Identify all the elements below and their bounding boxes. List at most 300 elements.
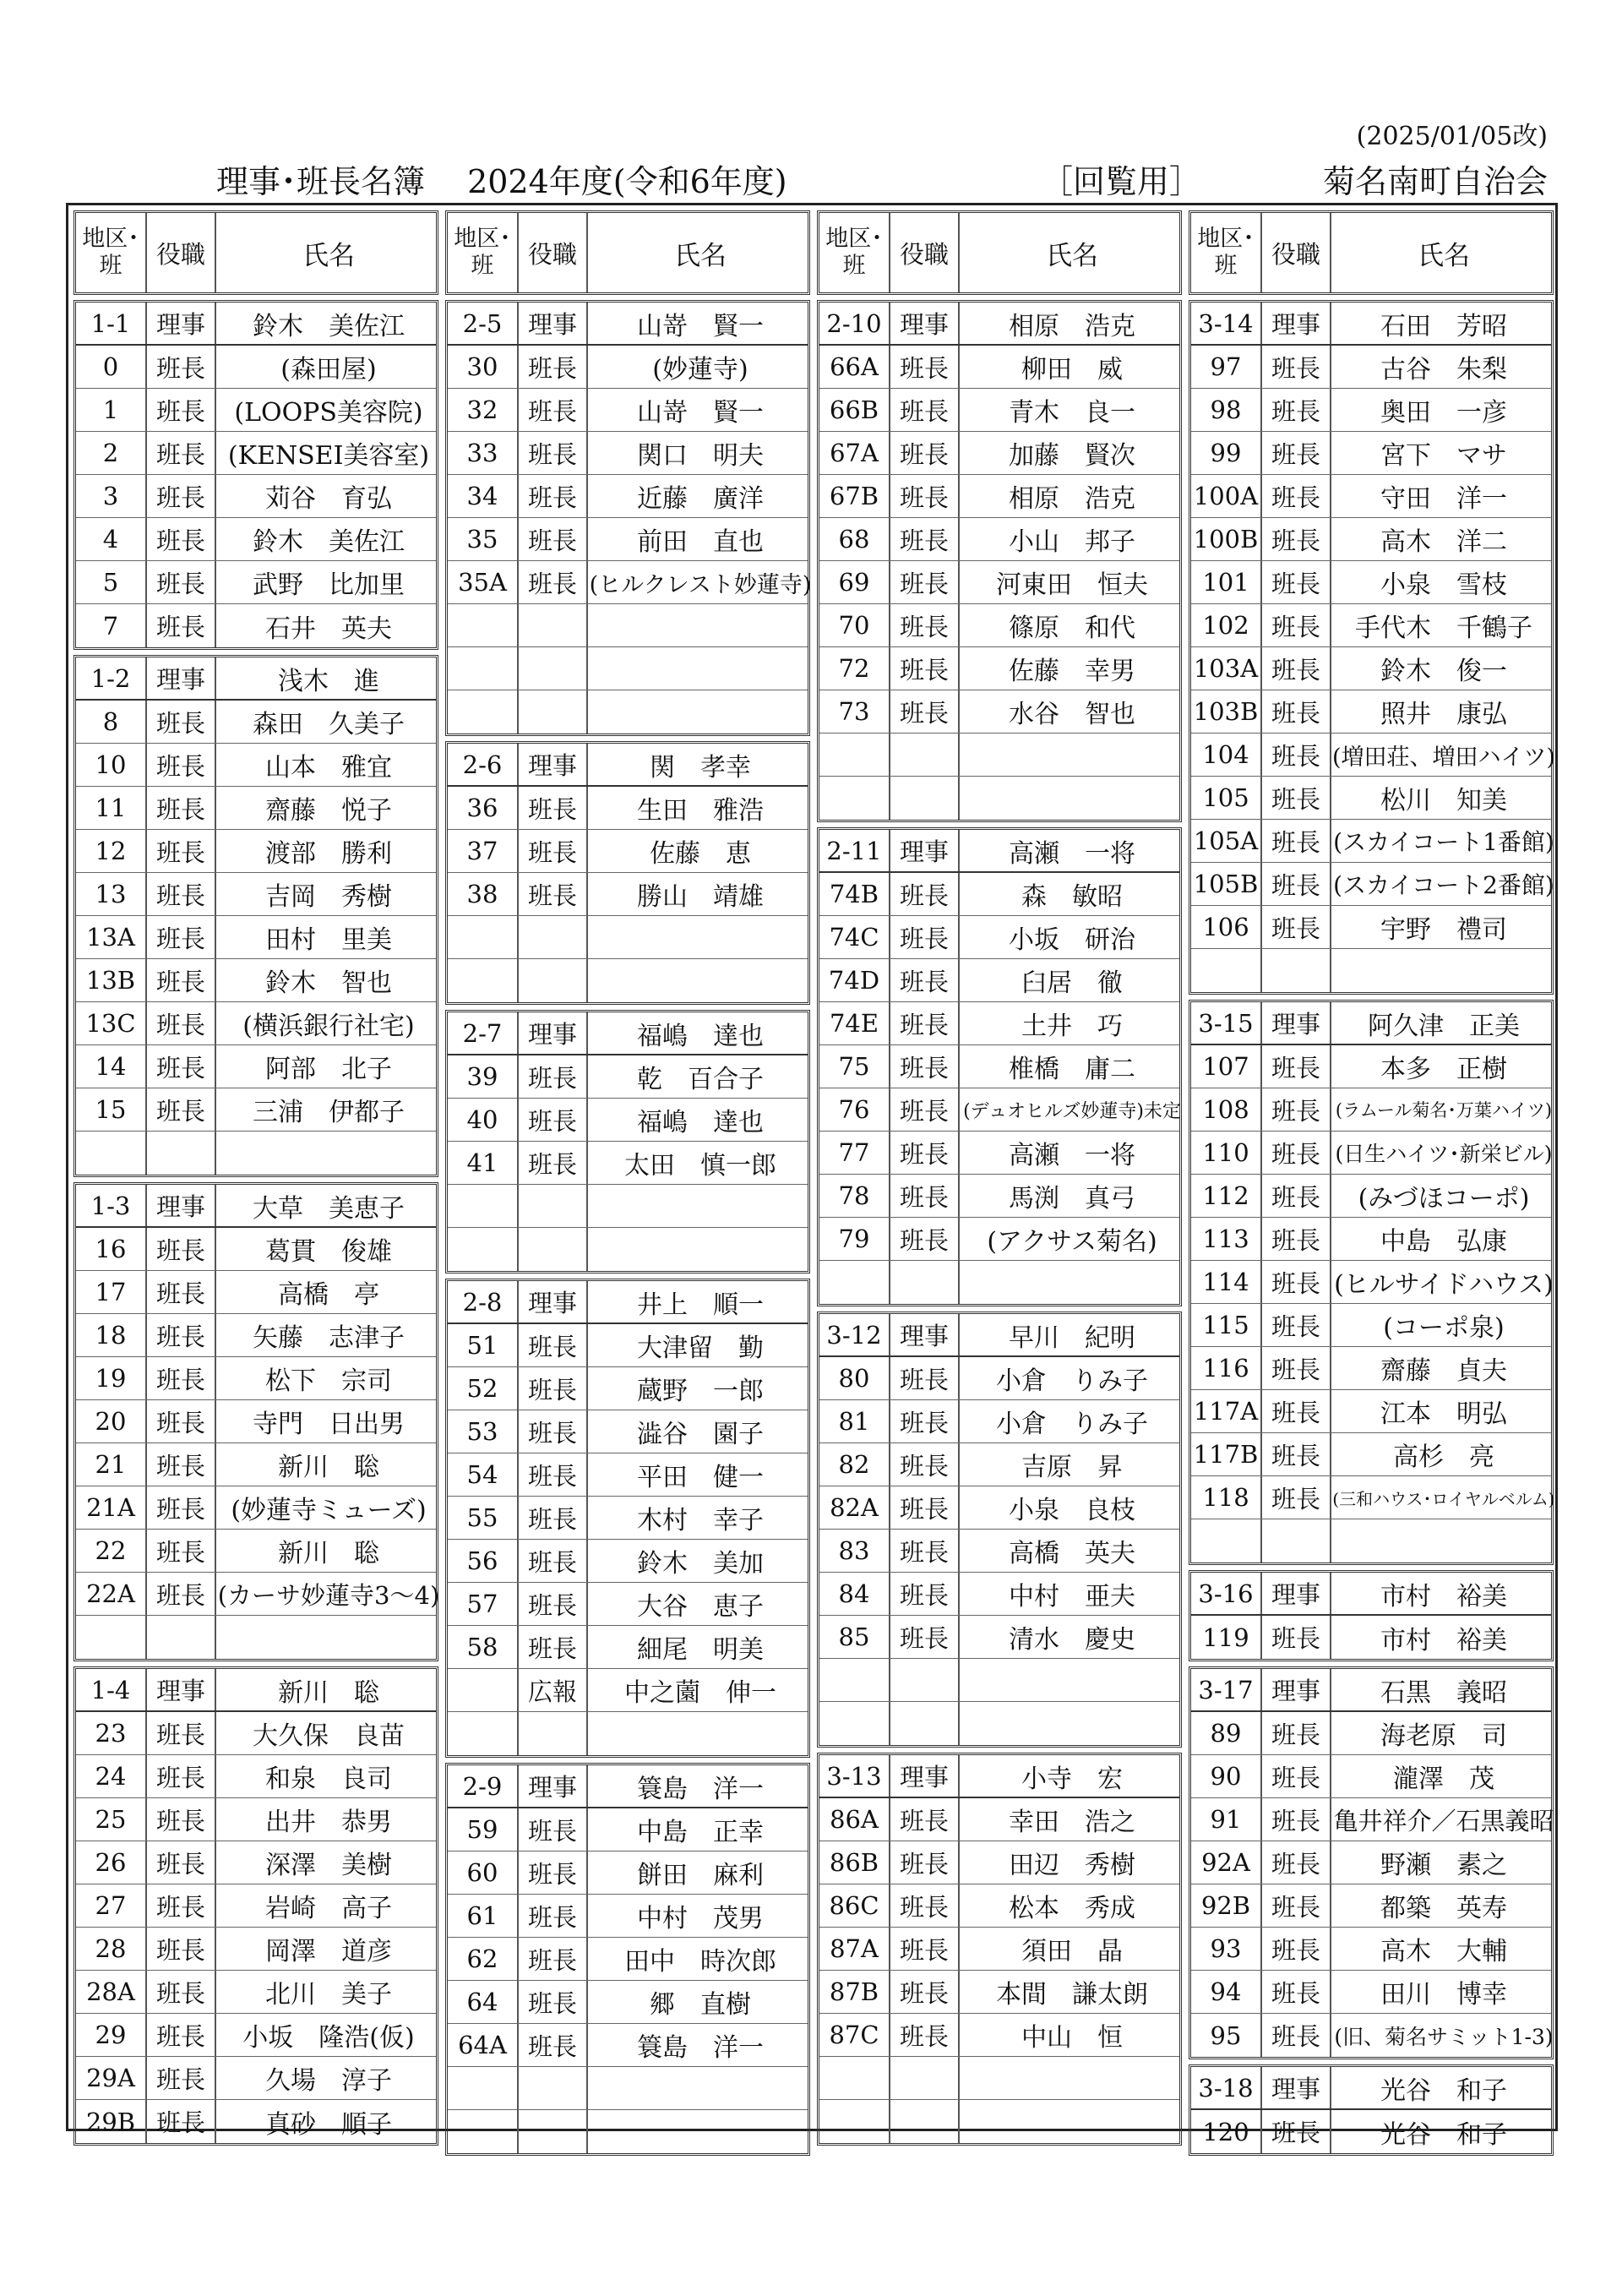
role-cell [517, 1228, 586, 1271]
district-cell: 59 [466, 1815, 498, 1844]
role-cell: 理事 [517, 1765, 586, 1807]
name-cell: 中之薗 伸一 [586, 1669, 813, 1711]
header-name: 氏名 [586, 213, 813, 292]
district-cell: 112 [1202, 1181, 1249, 1210]
district-cell: 4 [102, 525, 119, 554]
district-cell: 64A [458, 2031, 507, 2059]
role-cell: 班長 [889, 518, 958, 560]
table-row [819, 959, 1179, 1002]
circulation-label: ［回覧用］ [1041, 163, 1202, 200]
district-cell: 70 [838, 611, 870, 640]
table-row [1191, 734, 1556, 777]
table-row [448, 1055, 808, 1099]
role-cell: 班長 [889, 916, 958, 958]
name-cell: 阿部 北子 [215, 1045, 441, 1088]
role-cell: 班長 [517, 432, 586, 474]
director-row [1191, 303, 1551, 346]
role-cell [1260, 1519, 1330, 1562]
table-row [1191, 1347, 1551, 1390]
director-row [1191, 1002, 1551, 1045]
district-cell [448, 2110, 517, 2153]
name-cell: 深澤 美樹 [215, 1841, 441, 1884]
district-cell [448, 647, 517, 690]
name-cell: 餅田 麻利 [586, 1852, 813, 1894]
district-cell: 68 [838, 525, 870, 554]
district-cell [448, 959, 517, 1002]
name-cell: (スカイコート2番館) [1330, 863, 1556, 905]
table-row [1191, 1132, 1551, 1175]
name-cell: 馬渕 真弓 [958, 1175, 1184, 1217]
table-row [76, 1088, 436, 1132]
table-row [1191, 1175, 1551, 1218]
table-row [819, 1573, 1179, 1616]
role-cell: 班長 [889, 2014, 958, 2056]
role-cell: 班長 [517, 1099, 586, 1141]
table-row [1191, 518, 1551, 561]
name-cell [958, 734, 1184, 776]
table-row [1191, 1798, 1554, 1841]
name-cell: 野瀬 素之 [1330, 1841, 1556, 1884]
district-cell: 21 [95, 1450, 127, 1479]
table-row [1191, 561, 1551, 604]
role-cell [517, 2110, 586, 2153]
district-cell: 77 [838, 1138, 870, 1167]
name-cell: (デュオヒルズ妙蓮寺)未定 [958, 1088, 1184, 1131]
district-cell: 19 [95, 1364, 127, 1393]
table-row [76, 2057, 436, 2100]
table-row [1191, 906, 1551, 949]
name-cell: 小倉 りみ子 [958, 1357, 1184, 1399]
name-cell: 宇野 禮司 [1330, 906, 1556, 948]
role-cell: 班長 [145, 346, 215, 388]
table-row [819, 734, 1179, 777]
table-row [819, 561, 1179, 604]
table-row [448, 1228, 808, 1271]
role-cell: 班長 [889, 1798, 958, 1841]
name-cell: 鈴木 智也 [215, 959, 441, 1001]
role-cell: 班長 [145, 475, 215, 517]
name-cell: 中島 正幸 [586, 1808, 813, 1851]
district-cell: 80 [838, 1364, 870, 1393]
table-row [819, 1530, 1179, 1573]
role-cell: 班長 [1260, 734, 1330, 776]
role-cell: 理事 [517, 303, 586, 344]
name-cell: 亀井祥介／石黒義昭 [1330, 1798, 1556, 1841]
role-cell: 班長 [889, 1218, 958, 1260]
district-cell: 95 [1210, 2021, 1242, 2050]
role-cell: 班長 [889, 690, 958, 733]
column-header [1189, 210, 1554, 295]
role-cell: 理事 [889, 830, 958, 871]
district-cell: 22 [95, 1536, 127, 1565]
header-district: 地区･班 [454, 226, 511, 279]
table-row [448, 604, 808, 647]
table-row [1191, 346, 1551, 389]
district-group [817, 1312, 1182, 1748]
district-cell: 61 [466, 1901, 498, 1930]
table-row [1191, 1390, 1551, 1433]
table-row [448, 1453, 808, 1497]
name-cell: (ヒルクレスト妙蓮寺) [586, 561, 813, 603]
district-cell: 2-10 [826, 308, 882, 338]
table-row [76, 2100, 436, 2143]
district-cell: 58 [466, 1633, 498, 1661]
role-cell: 班長 [1260, 2110, 1330, 2153]
district-cell: 104 [1202, 740, 1249, 769]
role-cell: 班長 [889, 1400, 958, 1442]
name-cell: 山嵜 賢一 [586, 389, 813, 431]
role-cell: 理事 [145, 1669, 215, 1710]
role-cell [517, 1712, 586, 1755]
table-row [819, 1002, 1179, 1045]
name-cell [586, 604, 813, 646]
role-cell: 班長 [889, 1045, 958, 1088]
name-cell: 小倉 りみ子 [958, 1400, 1184, 1442]
name-cell: 新川 聡 [215, 1530, 441, 1572]
role-cell: 班長 [145, 1928, 215, 1970]
table-row [76, 1616, 436, 1659]
district-group [817, 1753, 1182, 2146]
district-cell: 3-13 [826, 1761, 882, 1791]
role-cell: 班長 [1260, 1347, 1330, 1389]
name-cell: (KENSEI美容室) [215, 432, 441, 474]
district-cell: 100B [1193, 525, 1259, 554]
director-row [76, 303, 436, 346]
district-cell: 33 [466, 439, 498, 467]
table-row [448, 1895, 808, 1938]
name-cell [586, 2067, 813, 2109]
table-row [448, 1981, 808, 2024]
district-cell: 101 [1202, 568, 1249, 597]
name-cell [215, 1616, 441, 1659]
table-row [819, 604, 1179, 647]
district-cell: 60 [466, 1858, 498, 1887]
district-cell: 32 [466, 395, 498, 424]
role-cell: 班長 [889, 389, 958, 431]
district-cell: 83 [838, 1536, 870, 1565]
table-row [76, 1132, 436, 1175]
district-cell: 115 [1202, 1311, 1249, 1339]
district-cell: 15 [95, 1095, 127, 1124]
name-cell: 岩崎 高子 [215, 1884, 441, 1927]
role-cell: 班長 [145, 1712, 215, 1754]
district-cell: 97 [1210, 352, 1242, 381]
district-cell: 3-14 [1198, 308, 1254, 338]
role-cell: 班長 [1260, 647, 1330, 690]
district-cell: 20 [95, 1407, 127, 1436]
header-name: 氏名 [958, 213, 1184, 292]
name-cell: 平田 健一 [586, 1453, 813, 1496]
district-cell: 28A [86, 1977, 135, 2006]
district-cell: 2 [102, 439, 119, 467]
district-cell: 86B [829, 1848, 879, 1877]
name-cell: 古谷 朱梨 [1330, 346, 1556, 388]
name-cell: 本間 謙太朗 [958, 1971, 1184, 2013]
name-cell: 山嵜 賢一 [586, 303, 813, 344]
table-row [76, 604, 436, 647]
table-row [76, 744, 436, 787]
district-cell: 66A [830, 352, 879, 381]
header-role: 役職 [517, 213, 586, 292]
role-cell: 班長 [1260, 1304, 1330, 1346]
role-cell: 班長 [1260, 561, 1330, 603]
name-cell: 森田 久美子 [215, 701, 441, 743]
role-cell: 班長 [1260, 1928, 1330, 1970]
district-cell: 118 [1202, 1483, 1249, 1512]
name-cell: 近藤 廣洋 [586, 475, 813, 517]
name-cell [215, 1132, 441, 1175]
district-cell: 100A [1193, 482, 1259, 510]
header-district: 地区･班 [82, 226, 139, 279]
district-cell: 12 [95, 837, 127, 865]
name-cell: 佐藤 幸男 [958, 647, 1184, 690]
district-cell [448, 690, 517, 734]
table-row [819, 916, 1179, 959]
name-cell: 蔵野 一郎 [586, 1367, 813, 1410]
district-cell: 73 [838, 697, 870, 726]
table-row [76, 475, 436, 518]
table-row [448, 561, 812, 604]
name-cell: 清水 慶史 [958, 1616, 1184, 1658]
district-cell: 89 [1210, 1719, 1242, 1748]
name-cell: (旧、菊名サミット1-3) [1330, 2014, 1556, 2057]
district-group [73, 655, 438, 1177]
name-cell: 葛貫 俊雄 [215, 1228, 441, 1270]
name-cell: 郷 直樹 [586, 1981, 813, 2023]
header-role: 役職 [145, 213, 215, 292]
role-cell: 理事 [145, 1185, 215, 1226]
role-cell: 班長 [517, 1142, 586, 1184]
name-cell [958, 1702, 1184, 1745]
name-cell: 柳田 威 [958, 346, 1184, 388]
table-row [448, 830, 808, 873]
name-cell [958, 1261, 1184, 1304]
name-cell: 高木 洋二 [1330, 518, 1556, 560]
column-header [817, 210, 1182, 295]
district-cell [819, 1261, 889, 1304]
name-cell: 高瀬 一将 [958, 1132, 1184, 1174]
role-cell [145, 1132, 215, 1175]
table-row [448, 475, 808, 518]
name-cell: 高杉 亮 [1330, 1433, 1556, 1475]
role-cell: 班長 [145, 1314, 215, 1356]
name-cell: 瀧澤 茂 [1330, 1755, 1556, 1797]
table-row [819, 432, 1179, 475]
district-cell [76, 1132, 145, 1175]
district-cell: 3-16 [1198, 1579, 1254, 1608]
table-row [819, 1400, 1179, 1443]
name-cell: 中島 弘康 [1330, 1218, 1556, 1260]
name-cell: 小泉 雪枝 [1330, 561, 1556, 603]
district-cell [819, 1659, 889, 1701]
role-cell: 班長 [1260, 1433, 1330, 1475]
role-cell: 班長 [517, 1938, 586, 1980]
name-cell: 齋藤 悦子 [215, 787, 441, 829]
role-cell [517, 690, 586, 734]
name-cell: 渡部 勝利 [215, 830, 441, 872]
table-row [819, 1659, 1179, 1702]
table-row [76, 1884, 436, 1928]
name-cell [586, 1712, 813, 1755]
district-cell: 38 [466, 880, 498, 908]
role-cell: 班長 [1260, 1616, 1330, 1659]
district-cell: 5 [102, 568, 119, 597]
name-cell [586, 647, 813, 690]
role-cell: 理事 [1260, 1573, 1330, 1614]
district-cell [448, 2067, 517, 2109]
district-cell: 110 [1202, 1138, 1249, 1167]
table-row [1191, 1841, 1551, 1884]
table-row [76, 1314, 436, 1357]
name-cell: 小山 邦子 [958, 518, 1184, 560]
role-cell: 班長 [517, 561, 586, 603]
district-cell [819, 734, 889, 776]
role-cell: 班長 [145, 2100, 215, 2143]
director-row [448, 303, 808, 346]
name-cell: 吉原 昇 [958, 1443, 1184, 1486]
role-cell: 班長 [1260, 1045, 1330, 1088]
table-row [819, 647, 1179, 690]
role-cell: 班長 [889, 1443, 958, 1486]
table-row [76, 1755, 436, 1798]
role-cell: 班長 [145, 1755, 215, 1797]
role-cell: 班長 [1260, 906, 1330, 948]
role-cell: 班長 [889, 1616, 958, 1658]
role-cell: 班長 [145, 959, 215, 1001]
name-cell [586, 1185, 813, 1227]
role-cell: 班長 [145, 1002, 215, 1044]
district-cell: 1-2 [90, 663, 131, 693]
table-row [76, 1798, 436, 1841]
role-cell: 理事 [1260, 1002, 1330, 1044]
name-cell: 田辺 秀樹 [958, 1841, 1184, 1884]
district-cell: 1-4 [90, 1675, 131, 1704]
district-cell: 62 [466, 1944, 498, 1973]
table-row [1191, 2110, 1551, 2153]
director-row [1191, 1573, 1551, 1616]
name-cell: 水谷 智也 [958, 690, 1184, 733]
table-row [76, 873, 436, 916]
name-cell: 松本 秀成 [958, 1884, 1184, 1927]
name-cell: 苅谷 育弘 [215, 475, 441, 517]
director-row [76, 1185, 436, 1228]
name-cell: (横浜銀行社宅) [215, 1002, 441, 1044]
roster-column-4 [1189, 210, 1556, 2150]
role-cell: 班長 [889, 604, 958, 646]
roster-frame [66, 203, 1558, 2150]
table-row [1191, 1928, 1551, 1971]
table-row [1191, 1433, 1551, 1476]
name-cell: 幸田 浩之 [958, 1798, 1184, 1841]
district-cell: 29B [85, 2107, 136, 2136]
district-cell: 56 [466, 1546, 498, 1575]
role-cell: 班長 [145, 604, 215, 647]
organization-name: 菊名南町自治会 [1322, 163, 1548, 200]
table-row [76, 1400, 436, 1443]
table-row [819, 1218, 1179, 1261]
table-row [76, 787, 436, 830]
table-row [76, 1228, 436, 1271]
district-group [1189, 1666, 1554, 2059]
director-row [448, 744, 808, 787]
name-cell: 中村 茂男 [586, 1895, 813, 1937]
district-cell [76, 1616, 145, 1659]
role-cell: 班長 [145, 1530, 215, 1572]
table-row [1191, 1045, 1551, 1088]
role-cell: 班長 [1260, 690, 1330, 733]
district-cell: 1 [102, 395, 119, 424]
table-row [448, 1540, 808, 1583]
district-cell: 0 [102, 352, 119, 381]
district-cell: 23 [95, 1719, 127, 1748]
table-row [448, 873, 808, 916]
name-cell: 岡澤 道彦 [215, 1928, 441, 1970]
role-cell: 班長 [889, 1928, 958, 1970]
district-cell [448, 1228, 517, 1271]
name-cell: 大久保 良苗 [215, 1712, 441, 1754]
header-district: 地区･班 [1197, 226, 1255, 279]
table-row [819, 690, 1179, 734]
name-cell: 手代木 千鶴子 [1330, 604, 1556, 646]
district-cell: 102 [1202, 611, 1249, 640]
table-row [448, 1808, 808, 1852]
district-cell: 120 [1202, 2117, 1249, 2146]
role-cell: 班長 [145, 830, 215, 872]
table-row [76, 389, 436, 432]
table-row [819, 873, 1179, 916]
name-cell: 久場 淳子 [215, 2057, 441, 2099]
district-cell: 117B [1193, 1440, 1259, 1469]
role-cell: 班長 [145, 1045, 215, 1088]
role-cell: 班長 [1260, 475, 1330, 517]
district-cell: 35A [458, 568, 507, 597]
role-cell [889, 1702, 958, 1745]
role-cell: 班長 [1260, 389, 1330, 431]
table-row [76, 959, 436, 1002]
district-cell: 27 [95, 1891, 127, 1920]
table-row [1191, 1884, 1551, 1928]
director-row [819, 303, 1179, 346]
name-cell: 森 敏昭 [958, 873, 1184, 915]
role-cell: 班長 [1260, 1755, 1330, 1797]
table-row [448, 1185, 808, 1228]
name-cell: 福嶋 達也 [586, 1099, 813, 1141]
district-cell: 10 [95, 750, 127, 779]
role-cell: 班長 [517, 1852, 586, 1894]
district-cell [1191, 949, 1260, 992]
name-cell: (増田荘、増田ハイツ) [1330, 734, 1556, 776]
district-cell: 3-18 [1198, 2073, 1254, 2102]
name-cell: 大谷 恵子 [586, 1583, 813, 1625]
district-cell [819, 777, 889, 820]
table-row [76, 701, 436, 744]
name-cell: 守田 洋一 [1330, 475, 1556, 517]
role-cell: 班長 [517, 1895, 586, 1937]
name-cell: 青木 良一 [958, 389, 1184, 431]
table-row [1191, 2014, 1554, 2057]
name-cell: 三浦 伊都子 [215, 1088, 441, 1131]
name-cell: 田中 時次郎 [586, 1938, 813, 1980]
table-row [76, 916, 436, 959]
name-cell: 阿久津 正美 [1330, 1002, 1556, 1044]
name-cell: 乾 百合子 [586, 1055, 813, 1098]
name-cell: 鈴木 美佐江 [215, 518, 441, 560]
district-group [445, 1763, 810, 2156]
director-row [1191, 2067, 1551, 2110]
district-cell: 74E [829, 1009, 879, 1038]
district-cell [448, 916, 517, 958]
district-cell: 107 [1202, 1052, 1249, 1081]
